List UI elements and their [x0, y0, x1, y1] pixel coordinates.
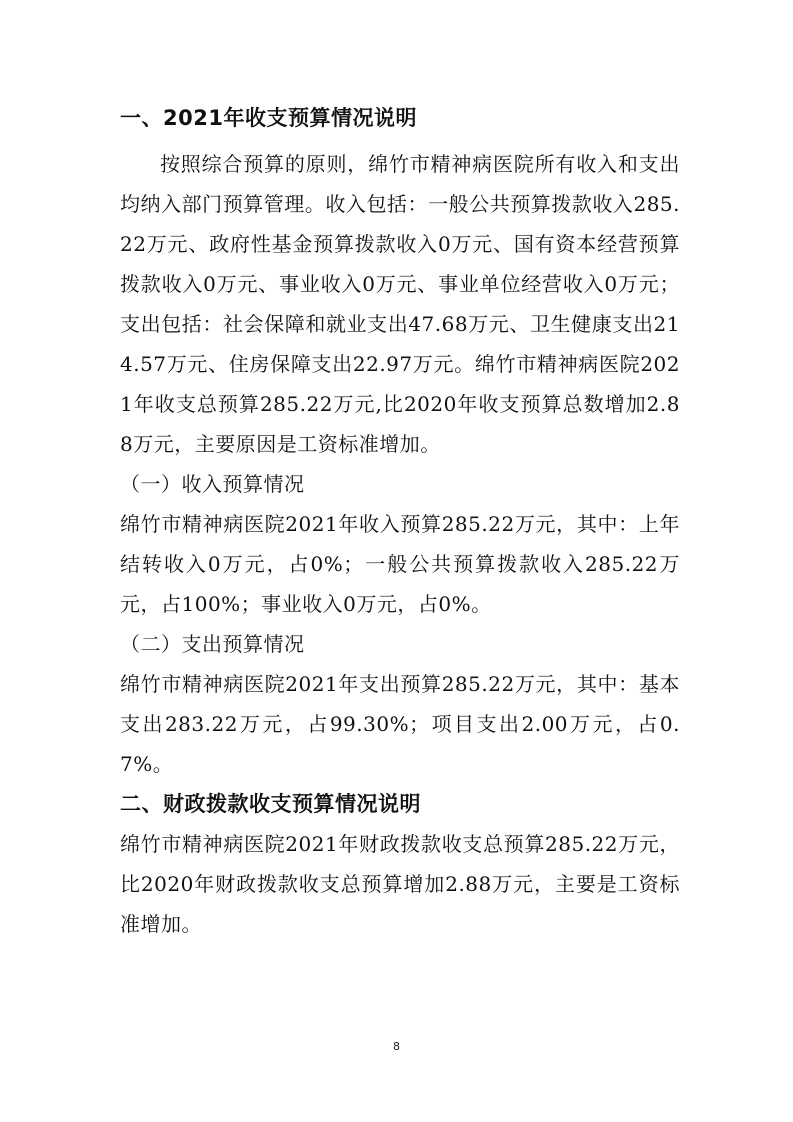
- section1-intro: 按照综合预算的原则，绵竹市精神病医院所有收入和支出均纳入部门预算管理。收入包括：一般公共预算拨款收入285.22万元、政府性基金预算拨款收入0万元、国有资本经营预算拨款收入0万元、事业收入0万元、事业单位经营收入0万元；支出包括：社会保障和就业支出47.68万元、卫生健康支出214.57万元、住房保障支出22.97万元。绵竹市精神病医院2021年收支总预算285.22万元,比2020年收支预算总数增加2.88万元，主要原因是工资标准增加。: [120, 152, 680, 456]
- expense-paragraph: 绵竹市精神病医院2021年支出预算285.22万元，其中：基本支出283.22万元，占99.30%；项目支出2.00万元，占0.7%。: [120, 672, 680, 776]
- section1-heading: 一、2021年收支预算情况说明: [120, 106, 417, 130]
- document-body: [120, 98, 680, 944]
- income-paragraph: 绵竹市精神病医院2021年收入预算285.22万元，其中：上年结转收入0万元，占0%；一般公共预算拨款收入285.22万元，占100%；事业收入0万元，占0%。: [120, 512, 680, 616]
- page-number: 8: [393, 1040, 400, 1053]
- expense-subheading: （二）支出预算情况: [120, 632, 305, 656]
- section2-heading: 二、财政拨款收支预算情况说明: [120, 792, 421, 816]
- section2-paragraph: 绵竹市精神病医院2021年财政拨款收支总预算285.22万元，比2020年财政拨款收支总预算增加2.88万元，主要是工资标准增加。: [120, 832, 680, 936]
- income-subheading: （一）收入预算情况: [120, 472, 305, 496]
